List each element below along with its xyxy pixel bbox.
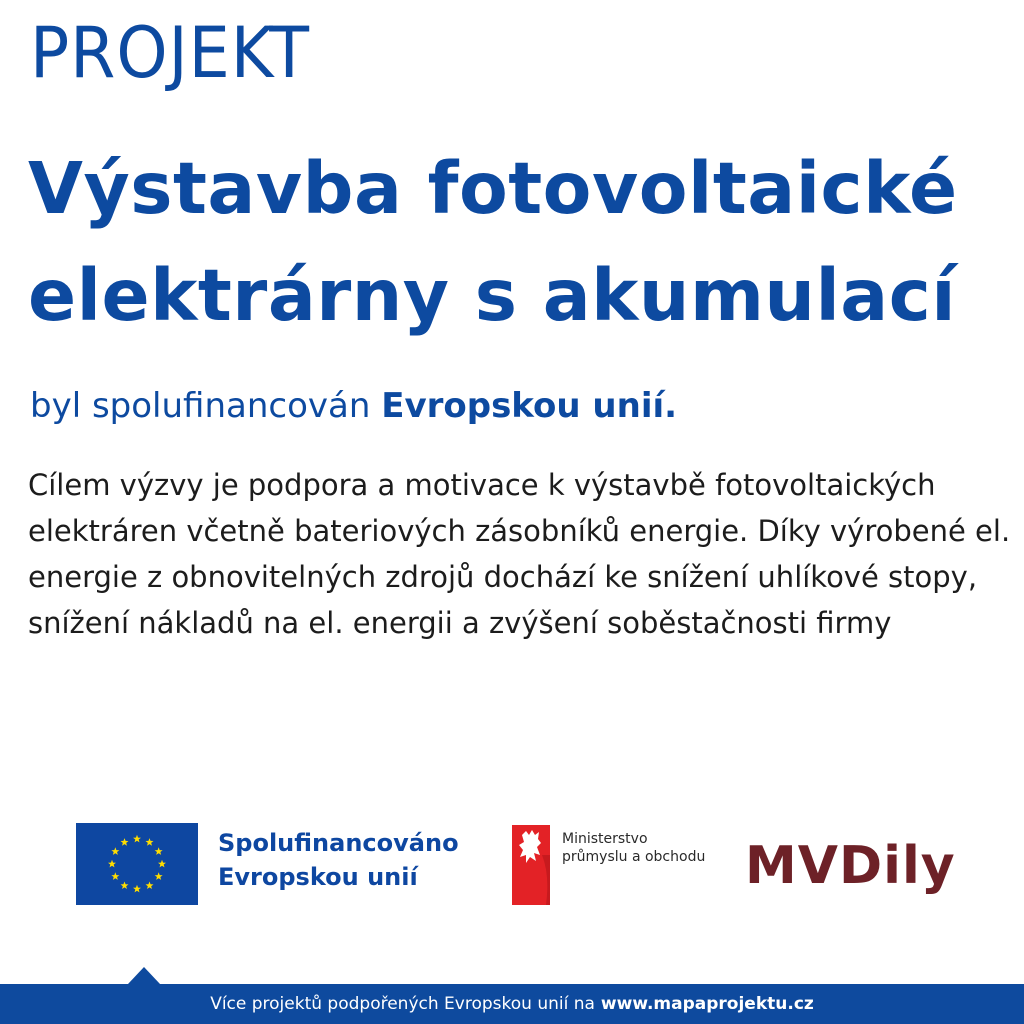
footer-link[interactable]: www.mapaprojektu.cz — [600, 994, 814, 1014]
eu-cofunded-label — [218, 826, 459, 894]
brand-logo: MVDily — [745, 836, 956, 896]
cofunding-eu: Evropskou unií. — [381, 386, 678, 426]
cofunding-prefix: byl spolufinancován — [30, 386, 371, 426]
eu-star-icon — [108, 860, 116, 868]
footer-notch — [128, 967, 160, 984]
project-description: Cílem výzvy je podpora a motivace k výstavbě fotovoltaických elektráren včetně bateriových zásobníků energie. Díky výrobené el. energie z obnovitelných zdrojů dochází ke snížení uhlíkové stopy, snížení nákladů na el. energii a zvýšení soběstačnosti firmy — [28, 468, 1011, 640]
project-title-line-1: Výstavba fotovoltaické — [28, 147, 958, 230]
eu-star-icon — [158, 860, 166, 868]
eu-cofunded-line-2: Evropskou unií — [218, 863, 418, 891]
project-kicker: PROJEKT — [30, 12, 310, 94]
eu-star-icon — [155, 847, 163, 855]
eu-star-icon — [111, 872, 119, 880]
eu-star-icon — [111, 847, 119, 855]
project-title-line-2: elektrárny s akumulací — [28, 254, 957, 337]
eu-stars-icon — [76, 823, 198, 905]
eu-star-icon — [133, 835, 141, 843]
cofunding-statement — [30, 384, 677, 428]
footer-bar — [0, 984, 1024, 1024]
ministry-line-1: Ministerstvo — [562, 831, 648, 847]
eu-star-icon — [155, 872, 163, 880]
project-title — [28, 135, 1018, 349]
footer-text: Více projektů podpořených Evropskou unií na — [210, 994, 595, 1014]
ministry-line-2: průmyslu a obchodu — [562, 849, 706, 865]
ministry-emblem-icon — [512, 825, 550, 905]
eu-flag-icon — [76, 823, 198, 905]
ministry-label — [562, 830, 705, 866]
eu-star-icon — [121, 881, 129, 889]
eu-star-icon — [146, 838, 154, 846]
eu-star-icon — [133, 885, 141, 893]
eu-star-icon — [121, 838, 129, 846]
eu-star-icon — [146, 881, 154, 889]
eu-cofunded-line-1: Spolufinancováno — [218, 829, 459, 857]
